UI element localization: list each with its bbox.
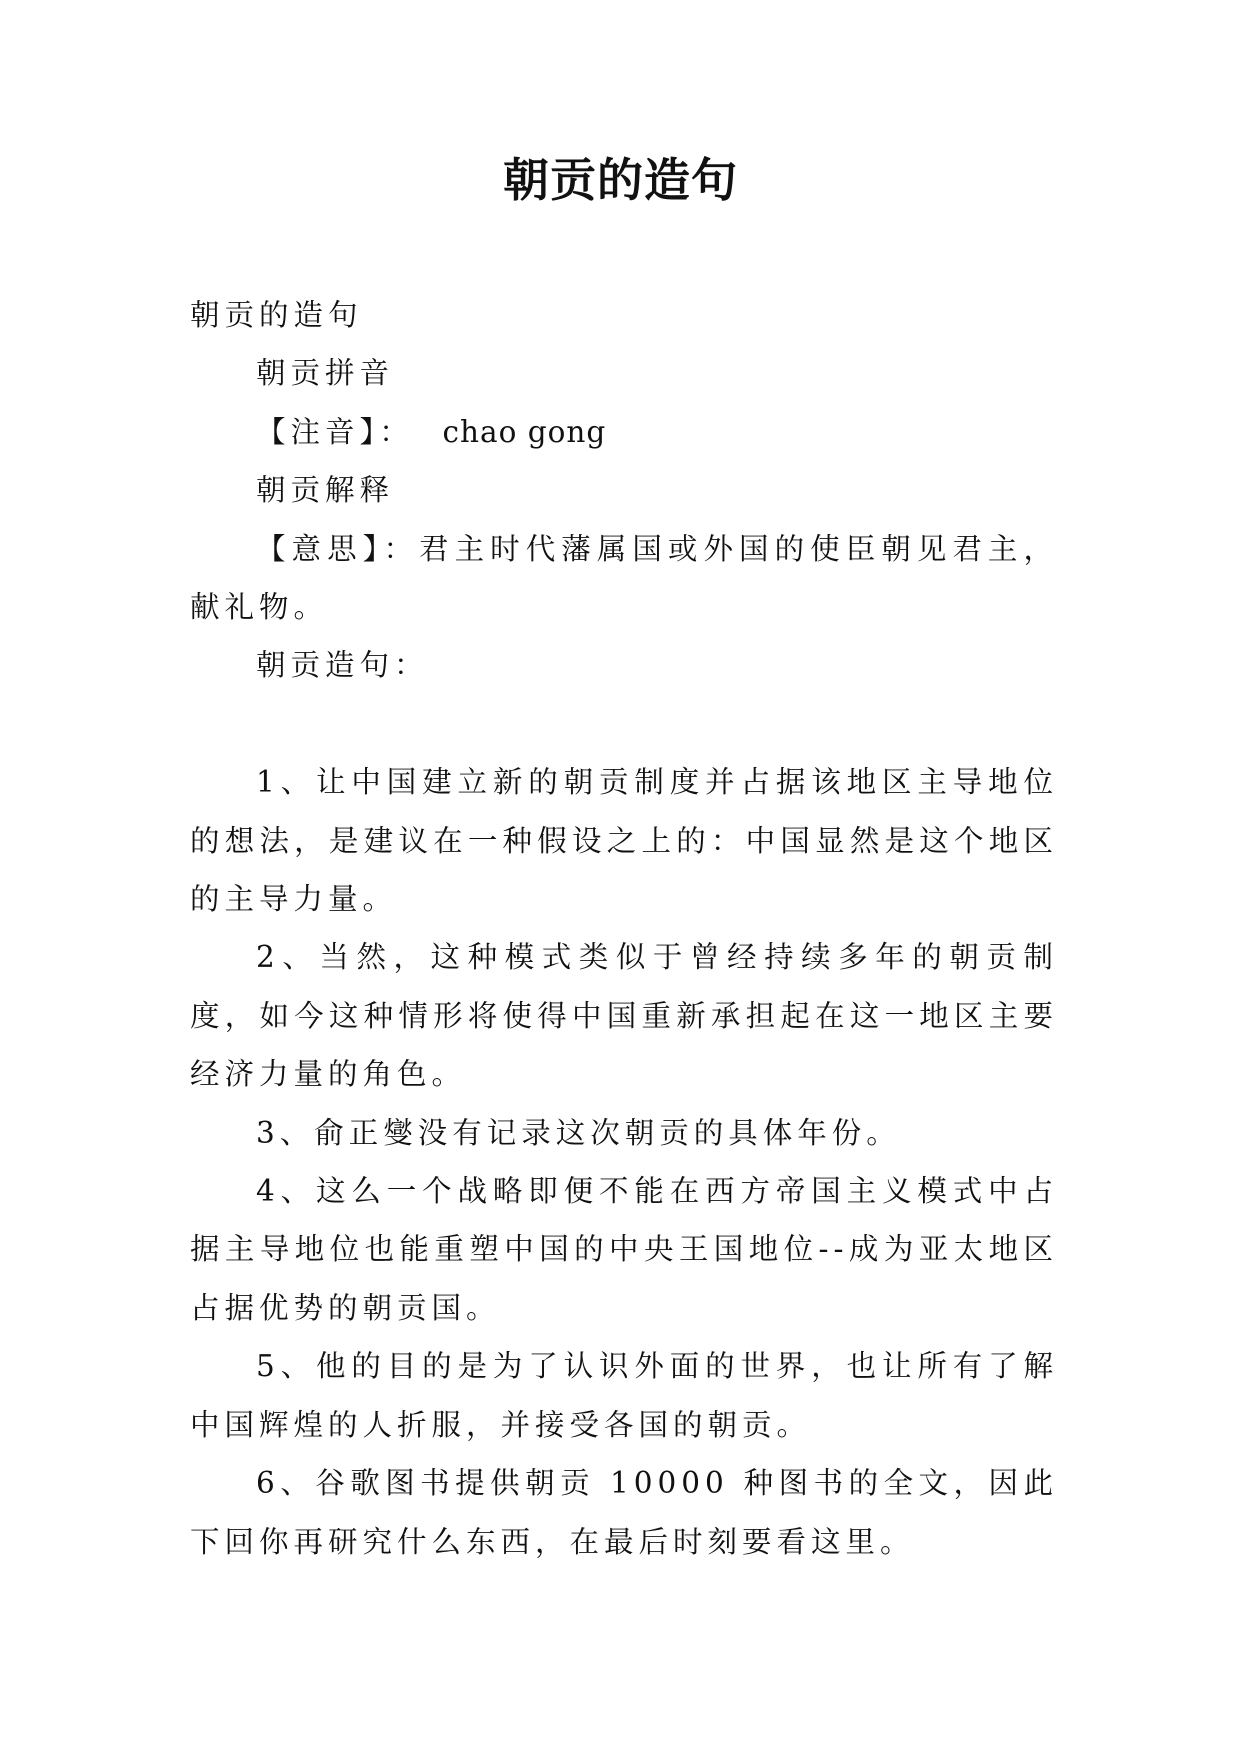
meaning-paragraph: 【意思】：君主时代藩属国或外国的使臣朝见君主，献礼物。 xyxy=(190,531,1058,625)
sentence-paragraph: 2、当然，这种模式类似于曾经持续多年的朝贡制度，如今这种情形将使得中国重新承担起在这一地区主要经济力量的角色。 xyxy=(190,940,1058,1092)
sentence-paragraph: 6、谷歌图书提供朝贡 10000 种图书的全文，因此下回你再研究什么东西，在最后时刻要看这里。 xyxy=(190,1466,1058,1559)
blank-line xyxy=(190,695,1058,753)
document-body xyxy=(190,286,1058,1571)
sentence-paragraph: 4、这么一个战略即便不能在西方帝国主义模式中占据主导地位也能重塑中国的中央王国地位--成为亚太地区占据优势的朝贡国。 xyxy=(190,1174,1058,1325)
sentence-paragraph: 5、他的目的是为了认识外面的世界，也让所有了解中国辉煌的人折服，并接受各国的朝贡。 xyxy=(190,1349,1058,1442)
zhuyin-value: chao gong xyxy=(442,414,607,449)
body-heading: 朝贡的造句 xyxy=(190,298,363,332)
zhuyin-label: 【注音】： xyxy=(256,414,414,449)
explain-heading: 朝贡解释 xyxy=(256,473,395,508)
pinyin-heading: 朝贡拼音 xyxy=(256,356,395,391)
sentence-paragraph: 1、让中国建立新的朝贡制度并占据该地区主导地位的想法，是建议在一种假设之上的：中国显然是这个地区的主导力量。 xyxy=(190,765,1058,917)
zhuyin-line xyxy=(190,403,1058,461)
sentences-heading: 朝贡造句： xyxy=(256,648,429,683)
document-title: 朝贡的造句 xyxy=(503,153,738,207)
sentence-paragraph: 3、俞正燮没有记录这次朝贡的具体年份。 xyxy=(256,1115,901,1150)
